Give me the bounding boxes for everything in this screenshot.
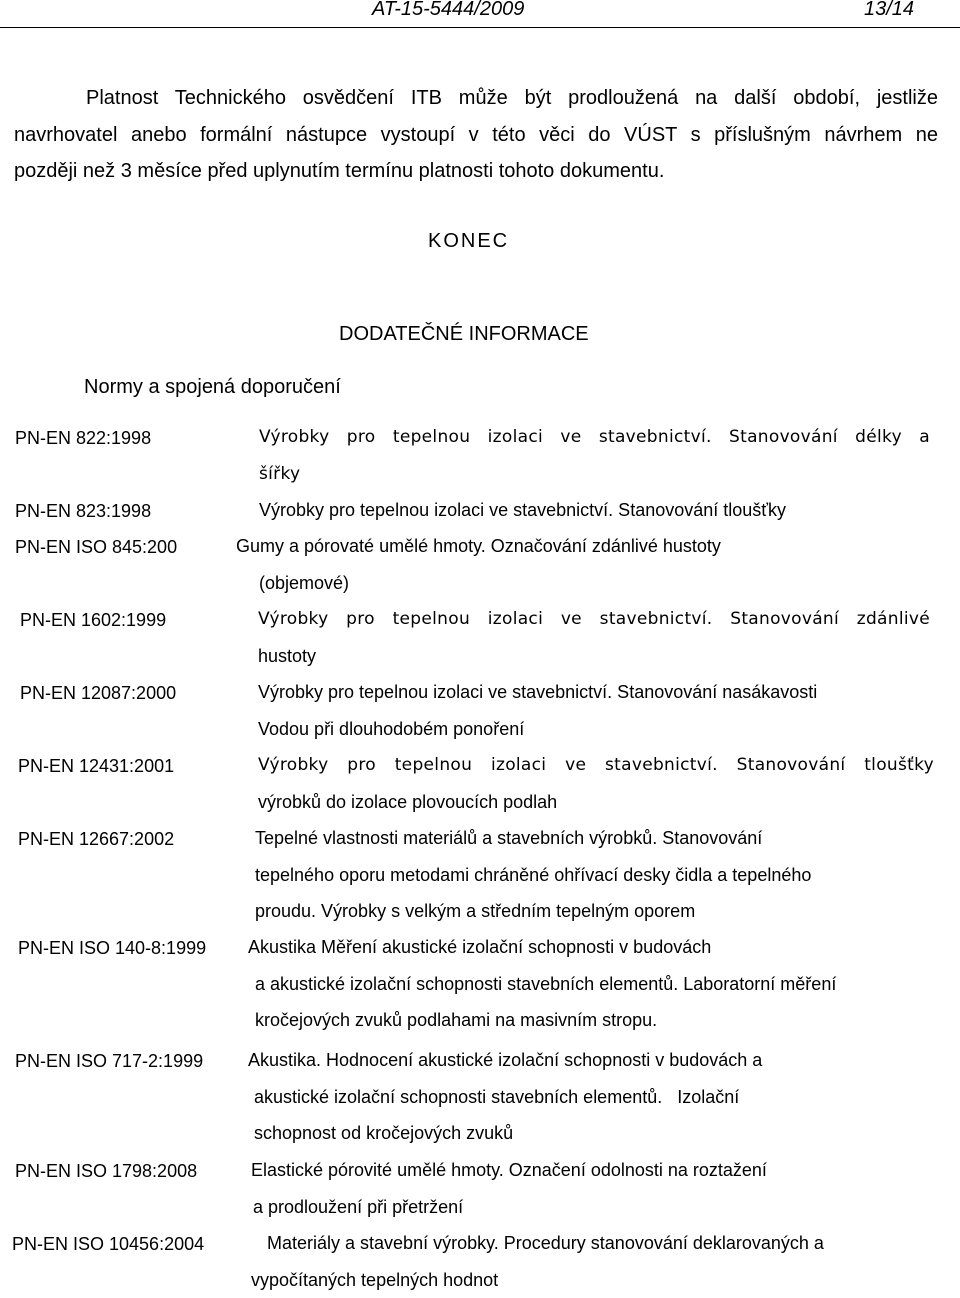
norm-code: PN-EN 823:1998 [15, 501, 151, 522]
description-line: Gumy a pórovaté umělé hmoty. Označování zdánlivé hustoty [236, 528, 836, 565]
description-line: akustické izolační schopnosti stavebních elementů. Izolační [248, 1079, 938, 1116]
norm-code: PN-EN 12087:2000 [20, 683, 176, 704]
norm-description [248, 929, 938, 1039]
paragraph-line: Platnost Technického osvědčení ITB může být prodloužená na další období, jestliže [14, 80, 938, 117]
paragraph-line: navrhovatel anebo formální nástupce vystoupí v této věci do VÚST s příslušným návrhem ne [14, 117, 938, 154]
norm-code: PN-EN 822:1998 [15, 428, 151, 449]
description-line: a akustické izolační schopnosti stavebních elementů. Laboratorní měření [248, 966, 938, 1003]
description-line: Materiály a stavební výrobky. Procedury stanovování deklarovaných a [251, 1225, 941, 1262]
norm-description [251, 1152, 891, 1225]
paragraph-line: později než 3 měsíce před uplynutím termínu platnosti tohoto dokumentu. [14, 153, 938, 190]
norm-code: PN-EN ISO 10456:2004 [12, 1234, 204, 1255]
description-line: kročejových zvuků podlahami na masivním stropu. [248, 1002, 938, 1039]
norm-description [248, 1042, 938, 1152]
description-line: Akustika Měření akustické izolační schopnosti v budovách [248, 929, 938, 966]
subsection-title: Normy a spojená doporučení [84, 376, 341, 399]
norm-description [258, 601, 930, 674]
norm-description [236, 528, 836, 601]
description-line: Výrobky pro tepelnou izolaci ve stavebnictví. Stanovování zdánlivé [258, 601, 930, 638]
header-rule [0, 27, 960, 28]
description-line: tepelného oporu metodami chráněné ohřívací desky čidla a tepelného [255, 857, 900, 894]
norm-description [258, 674, 928, 747]
page-number: 13/14 [864, 0, 914, 21]
norm-description [258, 747, 934, 820]
description-line: Tepelné vlastnosti materiálů a stavebních výrobků. Stanovování [255, 820, 900, 857]
section-title: DODATEČNÉ INFORMACE [339, 323, 589, 346]
norm-description [251, 1225, 941, 1298]
validity-paragraph [14, 80, 938, 190]
description-line: Výrobky pro tepelnou izolaci ve stavebnictví. Stanovování tloušťky [259, 492, 879, 529]
description-line: Výrobky pro tepelnou izolaci ve stavebnictví. Stanovování tloušťky [258, 747, 934, 784]
description-line: Akustika. Hodnocení akustické izolační schopnosti v budovách a [248, 1042, 938, 1079]
description-line: Výrobky pro tepelnou izolaci ve stavebnictví. Stanovování délky a [259, 419, 930, 456]
norm-code: PN-EN ISO 717-2:1999 [15, 1051, 203, 1072]
description-line: Elastické pórovité umělé hmoty. Označení odolnosti na roztažení [251, 1152, 891, 1189]
norm-code: PN-EN ISO 1798:2008 [15, 1161, 197, 1182]
norm-code: PN-EN 1602:1999 [20, 610, 166, 631]
description-line: a prodloužení při přetržení [251, 1189, 891, 1226]
norm-description [255, 820, 900, 930]
document-id: AT-15-5444/2009 [372, 0, 524, 21]
norm-description [259, 492, 879, 529]
norm-code: PN-EN 12431:2001 [18, 756, 174, 777]
description-line: vypočítaných tepelných hodnot [251, 1262, 941, 1298]
end-marker: KONEC [428, 230, 509, 253]
norm-code: PN-EN ISO 140-8:1999 [18, 938, 206, 959]
description-line: (objemové) [236, 565, 836, 602]
norm-description [259, 419, 930, 492]
description-line: Výrobky pro tepelnou izolaci ve stavebnictví. Stanovování nasákavosti [258, 674, 928, 711]
description-line: schopnost od kročejových zvuků [248, 1115, 938, 1152]
description-line: proudu. Výrobky s velkým a středním tepelným oporem [255, 893, 900, 930]
description-line: Vodou při dlouhodobém ponoření [258, 711, 928, 748]
description-line: výrobků do izolace plovoucích podlah [258, 784, 934, 821]
description-line: šířky [259, 456, 930, 493]
norm-code: PN-EN ISO 845:200 [15, 537, 177, 558]
norm-code: PN-EN 12667:2002 [18, 829, 174, 850]
description-line: hustoty [258, 638, 930, 675]
